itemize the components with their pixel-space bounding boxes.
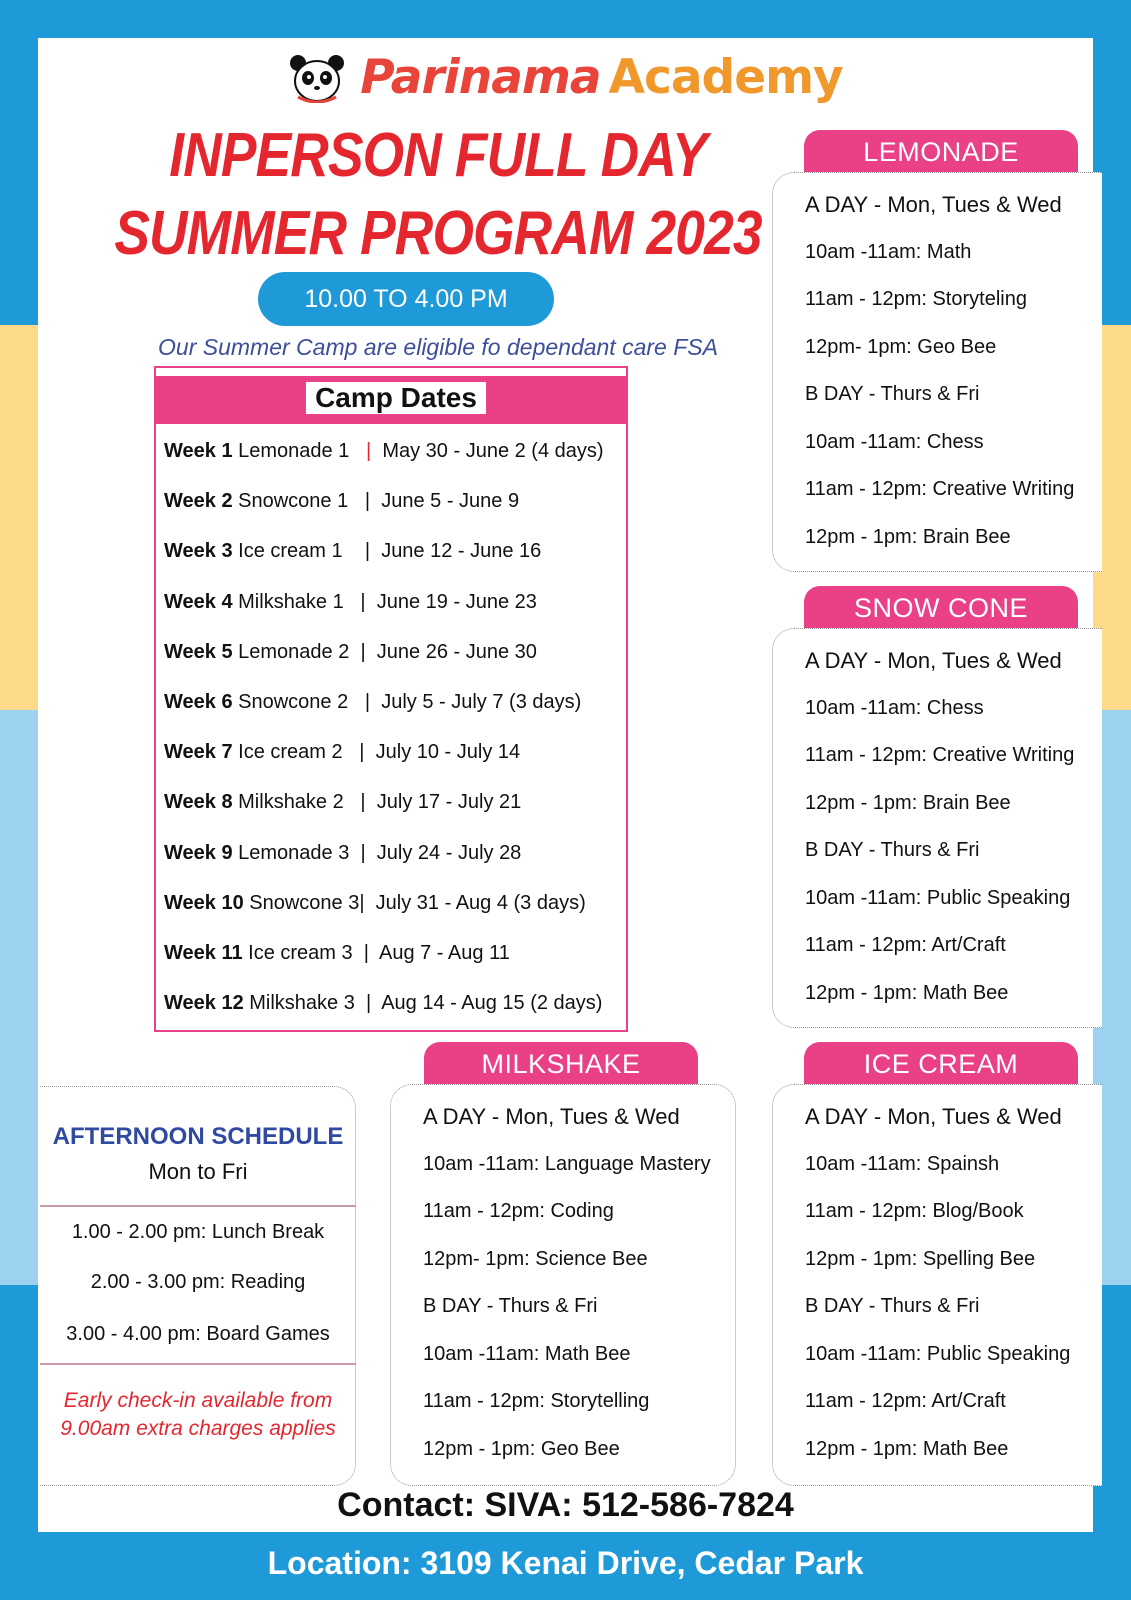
camp-week-row bbox=[164, 577, 624, 627]
week-label: Week 12 bbox=[164, 992, 244, 1015]
ice-cream-schedule-card bbox=[772, 1084, 1102, 1486]
week-label: Week 9 bbox=[164, 841, 233, 864]
schedule-day-heading: A DAY - Mon, Tues & Wed bbox=[423, 1104, 680, 1129]
milkshake-schedule-list bbox=[423, 1093, 743, 1473]
schedule-item: 10am -11am: Language Mastery bbox=[423, 1152, 711, 1175]
schedule-item: 12pm - 1pm: Math Bee bbox=[805, 1437, 1009, 1460]
schedule-day-heading: A DAY - Mon, Tues & Wed bbox=[805, 1104, 1062, 1129]
camp-name: Snowcone 1 bbox=[238, 490, 349, 513]
schedule-day-heading: A DAY - Mon, Tues & Wed bbox=[805, 648, 1062, 673]
camp-dates: July 24 - July 28 bbox=[376, 841, 522, 864]
camp-week-row bbox=[164, 878, 624, 928]
schedule-item: 11am - 12pm: Art/Craft bbox=[805, 1390, 1006, 1412]
week-label: Week 2 bbox=[164, 490, 233, 513]
logo-name-academy: Academy bbox=[608, 50, 843, 105]
schedule-item: 11am - 12pm: Creative Writing bbox=[805, 744, 1075, 766]
camp-week-row bbox=[164, 526, 624, 576]
separator: | bbox=[360, 791, 366, 814]
week-label: Week 11 bbox=[164, 941, 243, 964]
camp-dates: July 10 - July 14 bbox=[375, 741, 521, 764]
early-checkin-note bbox=[40, 1387, 356, 1443]
camp-dates-title: Camp Dates bbox=[306, 382, 486, 414]
schedule-item: 11am - 12pm: Blog/Book bbox=[805, 1200, 1024, 1222]
schedule-item: 10am -11am: Public Speaking bbox=[805, 886, 1071, 909]
separator: | bbox=[364, 490, 371, 513]
afternoon-item: 3.00 - 4.00 pm: Board Games bbox=[66, 1323, 330, 1345]
camp-dates: July 17 - July 21 bbox=[376, 791, 522, 814]
panda-icon bbox=[288, 53, 346, 103]
week-label: Week 4 bbox=[164, 590, 233, 613]
week-label: Week 10 bbox=[164, 891, 244, 914]
week-label: Week 5 bbox=[164, 640, 233, 663]
lemonade-schedule-list bbox=[805, 181, 1125, 561]
schedule-item: 10am -11am: Spainsh bbox=[805, 1152, 1000, 1175]
schedule-day-heading: A DAY - Mon, Tues & Wed bbox=[805, 192, 1062, 217]
week-label: Week 6 bbox=[164, 690, 233, 713]
afternoon-item: 1.00 - 2.00 pm: Lunch Break bbox=[71, 1221, 325, 1243]
separator: | bbox=[360, 841, 366, 864]
week-label: Week 3 bbox=[164, 540, 233, 563]
milkshake-schedule-card bbox=[390, 1084, 736, 1486]
separator: | bbox=[359, 891, 365, 914]
afternoon-schedule-title: AFTERNOON SCHEDULE bbox=[52, 1123, 344, 1150]
camp-dates-box bbox=[154, 366, 628, 1032]
snow-cone-schedule-card bbox=[772, 628, 1102, 1028]
schedule-day-heading: B DAY - Thurs & Fri bbox=[423, 1295, 598, 1317]
schedule-item: 12pm - 1pm: Spelling Bee bbox=[805, 1247, 1036, 1270]
ice-cream-tab: ICE CREAM bbox=[804, 1042, 1078, 1086]
camp-name: Ice cream 3 bbox=[248, 941, 353, 964]
camp-name: Lemonade 1 bbox=[238, 440, 350, 462]
early-checkin-note-line2: 9.00am extra charges applies bbox=[60, 1417, 336, 1440]
camp-name: Milkshake 1 bbox=[238, 590, 344, 613]
snow-cone-tab: SNOW CONE bbox=[804, 586, 1078, 630]
schedule-item: 12pm - 1pm: Brain Bee bbox=[805, 791, 1011, 814]
camp-dates: Aug 7 - Aug 11 bbox=[378, 941, 510, 964]
separator: | bbox=[360, 640, 366, 663]
camp-dates: June 5 - June 9 bbox=[381, 490, 520, 513]
lemonade-tab: LEMONADE bbox=[804, 130, 1078, 174]
schedule-item: 11am - 12pm: Storyteling bbox=[805, 288, 1027, 310]
divider bbox=[40, 1363, 356, 1365]
schedule-item: 12pm - 1pm: Math Bee bbox=[805, 981, 1009, 1004]
camp-name: Milkshake 3 bbox=[249, 992, 355, 1015]
camp-dates-list bbox=[164, 426, 624, 1028]
logo bbox=[38, 50, 1093, 105]
week-label: Week 8 bbox=[164, 791, 233, 814]
schedule-item: 12pm - 1pm: Brain Bee bbox=[805, 525, 1011, 548]
headline-line1: INPERSON FULL DAY bbox=[169, 121, 707, 190]
camp-dates: June 19 - June 23 bbox=[376, 590, 537, 613]
schedule-item: 12pm - 1pm: Geo Bee bbox=[423, 1437, 620, 1460]
separator: | bbox=[366, 440, 372, 462]
lemonade-schedule-card bbox=[772, 172, 1102, 572]
camp-name: Ice cream 1 bbox=[238, 540, 343, 563]
camp-week-row bbox=[164, 727, 624, 777]
schedule-item: 10am -11am: Chess bbox=[805, 430, 984, 453]
schedule-item: 10am -11am: Math bbox=[805, 240, 972, 263]
camp-week-row bbox=[164, 627, 624, 677]
schedule-item: 11am - 12pm: Storytelling bbox=[423, 1390, 650, 1412]
snow-cone-schedule-list bbox=[805, 637, 1125, 1017]
camp-dates: Aug 14 - Aug 15 (2 days) bbox=[381, 992, 603, 1015]
week-label: Week 7 bbox=[164, 741, 233, 764]
camp-name: Lemonade 3 bbox=[238, 841, 350, 864]
divider bbox=[40, 1205, 356, 1207]
camp-week-row bbox=[164, 476, 624, 526]
early-checkin-note-line1: Early check-in available from bbox=[63, 1389, 333, 1412]
separator: | bbox=[360, 590, 366, 613]
camp-dates: June 12 - June 16 bbox=[381, 540, 542, 563]
camp-dates: June 26 - June 30 bbox=[376, 640, 537, 663]
schedule-day-heading: B DAY - Thurs & Fri bbox=[805, 383, 980, 405]
ice-cream-schedule-list bbox=[805, 1093, 1125, 1473]
schedule-day-heading: B DAY - Thurs & Fri bbox=[805, 839, 980, 861]
camp-week-row bbox=[164, 426, 624, 476]
camp-dates: May 30 - June 2 (4 days) bbox=[382, 440, 604, 462]
flyer-sheet bbox=[38, 38, 1093, 1532]
camp-name: Ice cream 2 bbox=[238, 741, 343, 764]
camp-dates: July 5 - July 7 (3 days) bbox=[381, 690, 582, 713]
camp-week-row bbox=[164, 928, 624, 978]
camp-week-row bbox=[164, 777, 624, 827]
milkshake-tab: MILKSHAKE bbox=[424, 1042, 698, 1086]
fsa-note: Our Summer Camp are eligible fo dependant care FSA bbox=[158, 334, 718, 360]
camp-week-row bbox=[164, 978, 624, 1028]
afternoon-schedule-subtitle: Mon to Fri bbox=[148, 1159, 248, 1184]
camp-dates: July 31 - Aug 4 (3 days) bbox=[375, 891, 586, 914]
camp-dates-header bbox=[156, 376, 626, 424]
camp-week-row bbox=[164, 828, 624, 878]
schedule-item: 11am - 12pm: Coding bbox=[423, 1200, 614, 1222]
schedule-item: 12pm- 1pm: Science Bee bbox=[423, 1247, 648, 1270]
logo-name-parinama: Parinama bbox=[360, 50, 601, 105]
camp-name: Snowcone 3 bbox=[249, 891, 360, 914]
separator: | bbox=[364, 690, 371, 713]
schedule-item: 10am -11am: Chess bbox=[805, 696, 984, 719]
separator: | bbox=[364, 540, 371, 563]
hours-badge: 10.00 TO 4.00 PM bbox=[258, 272, 554, 326]
afternoon-schedule-card bbox=[40, 1086, 356, 1486]
separator: | bbox=[363, 941, 369, 964]
schedule-item: 11am - 12pm: Art/Craft bbox=[805, 934, 1006, 956]
separator: | bbox=[365, 992, 372, 1015]
schedule-item: 10am -11am: Math Bee bbox=[423, 1342, 631, 1365]
schedule-item: 10am -11am: Public Speaking bbox=[805, 1342, 1071, 1365]
afternoon-item: 2.00 - 3.00 pm: Reading bbox=[90, 1271, 306, 1293]
schedule-item: 12pm- 1pm: Geo Bee bbox=[805, 335, 997, 358]
contact-line: Contact: SIVA: 512-586-7824 bbox=[337, 1486, 794, 1524]
camp-name: Lemonade 2 bbox=[238, 640, 350, 663]
location-line: Location: 3109 Kenai Drive, Cedar Park bbox=[267, 1545, 864, 1581]
camp-week-row bbox=[164, 677, 624, 727]
schedule-day-heading: B DAY - Thurs & Fri bbox=[805, 1295, 980, 1317]
camp-name: Snowcone 2 bbox=[238, 690, 349, 713]
camp-name: Milkshake 2 bbox=[238, 791, 344, 814]
separator: | bbox=[359, 741, 365, 764]
week-label: Week 1 bbox=[164, 440, 233, 462]
schedule-item: 11am - 12pm: Creative Writing bbox=[805, 478, 1075, 500]
headline-line2: SUMMER PROGRAM 2023 bbox=[114, 199, 762, 268]
